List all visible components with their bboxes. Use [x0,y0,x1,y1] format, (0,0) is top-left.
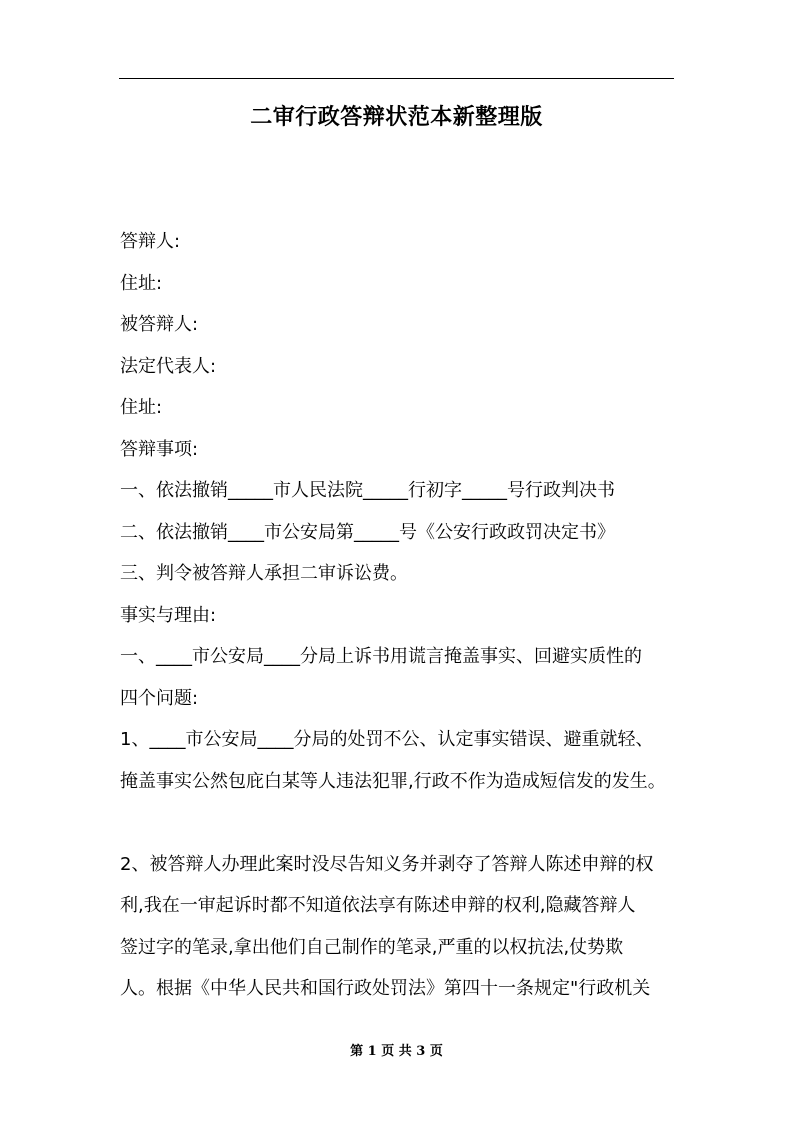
facts-paragraph-line: 一、____市公安局____分局上诉书用谎言掩盖事实、回避实质性的 [120,646,642,667]
document-body [120,221,690,1010]
page-number-footer: 第 1 页 共 3 页 [350,1044,443,1059]
document-title: 二审行政答辩状范本新整理版 [250,105,543,130]
matter-item-1: 一、依法撤销_____市人民法院_____行初字_____号行政判决书 [120,480,615,501]
facts-paragraph-line: 签过字的笔录,拿出他们自己制作的笔录,严重的以权抗法,仗势欺 [120,936,624,958]
facts-paragraph-line: 1、____市公安局____分局的处罚不公、认定事实错误、避重就轻、 [120,729,654,750]
facts-heading: 事实与理由: [120,604,217,626]
matter-item-2: 二、依法撤销____市公安局第_____号《公安行政政罚决定书》 [120,521,615,543]
facts-paragraph-line: 2、被答辩人办理此案时没尽告知义务并剥夺了答辩人陈述申辩的权 [120,853,654,875]
appellee-line: 被答辩人: [120,314,199,335]
appellee-address-line: 住址: [120,397,163,418]
header-rule [119,78,674,79]
legal-representative-line: 法定代表人: [120,355,217,377]
respondent-address-line: 住址: [120,272,163,294]
matters-heading: 答辩事项: [120,438,199,460]
respondent-line: 答辩人: [120,231,181,252]
facts-paragraph-line: 四个问题: [120,687,199,709]
facts-paragraph-line: 人。根据《中华人民共和国行政处罚法》第四十一条规定"行政机关 [120,978,651,999]
matter-item-3: 三、判令被答辩人承担二审诉讼费。 [120,563,408,584]
blank-line [120,802,690,844]
facts-paragraph-line: 利,我在一审起诉时都不知道依法享有陈述申辩的权利,隐藏答辩人 [120,895,636,916]
facts-paragraph-line: 掩盖事实公然包庇白某等人违法犯罪,行政不作为造成短信发的发生。 [120,770,666,792]
